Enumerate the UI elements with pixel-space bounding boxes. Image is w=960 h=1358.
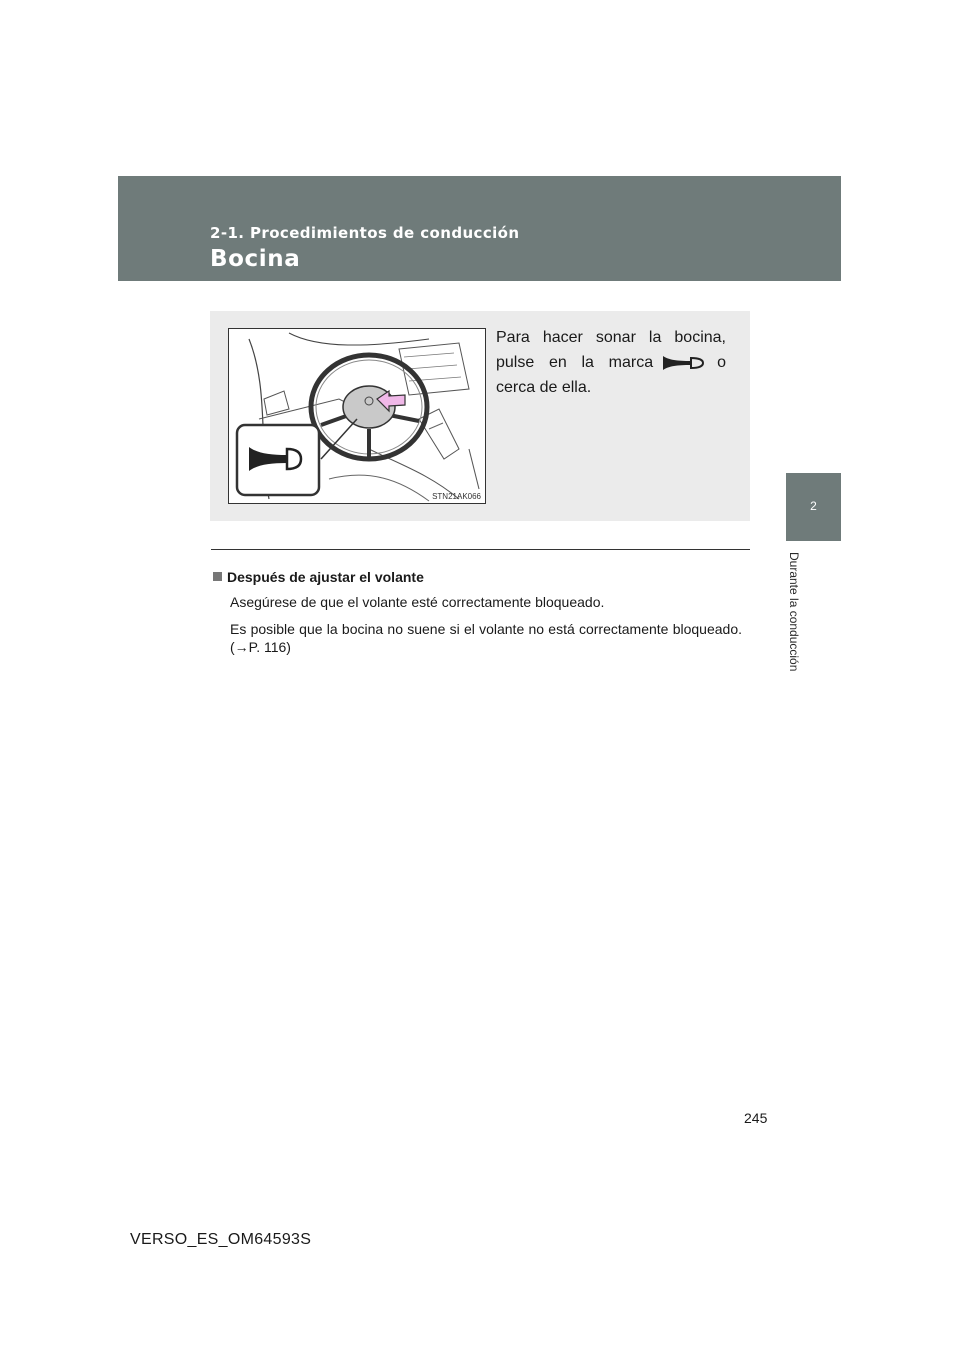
page-title: Bocina <box>210 246 301 272</box>
horn-icon <box>659 352 711 374</box>
header-band <box>118 176 841 281</box>
page-number: 245 <box>744 1110 768 1126</box>
instruction-before-icon: Para hacer sonar la bocina, pulse en la marca <box>496 329 726 371</box>
chapter-caption <box>785 552 805 702</box>
note-heading-text: Después de ajustar el volante <box>227 569 424 585</box>
instruction-after-icon: o cerca de ella. <box>496 354 726 396</box>
chapter-tab[interactable] <box>786 473 841 541</box>
steering-wheel-illustration <box>228 328 486 504</box>
steering-wheel-drawing <box>229 329 485 503</box>
section-label: 2-1. Procedimientos de conducción <box>210 224 520 242</box>
chapter-caption-text: Durante la conducción <box>787 552 801 672</box>
chapter-number: 2 <box>810 499 817 513</box>
note-paragraph: Es posible que la bocina no suene si el volante no está correctamente bloqueado. (→P. 116) <box>230 621 742 655</box>
bullet-square-icon <box>213 572 222 581</box>
note-body <box>230 593 742 665</box>
info-box <box>210 311 750 521</box>
figure-code: STN21AK066 <box>432 492 481 501</box>
note-paragraph: Asegúrese de que el volante esté correctamente bloqueado. <box>230 594 605 610</box>
document-code: VERSO_ES_OM64593S <box>130 1231 312 1248</box>
note-heading <box>213 569 424 585</box>
instruction-text <box>496 325 726 400</box>
section-divider <box>211 549 750 550</box>
